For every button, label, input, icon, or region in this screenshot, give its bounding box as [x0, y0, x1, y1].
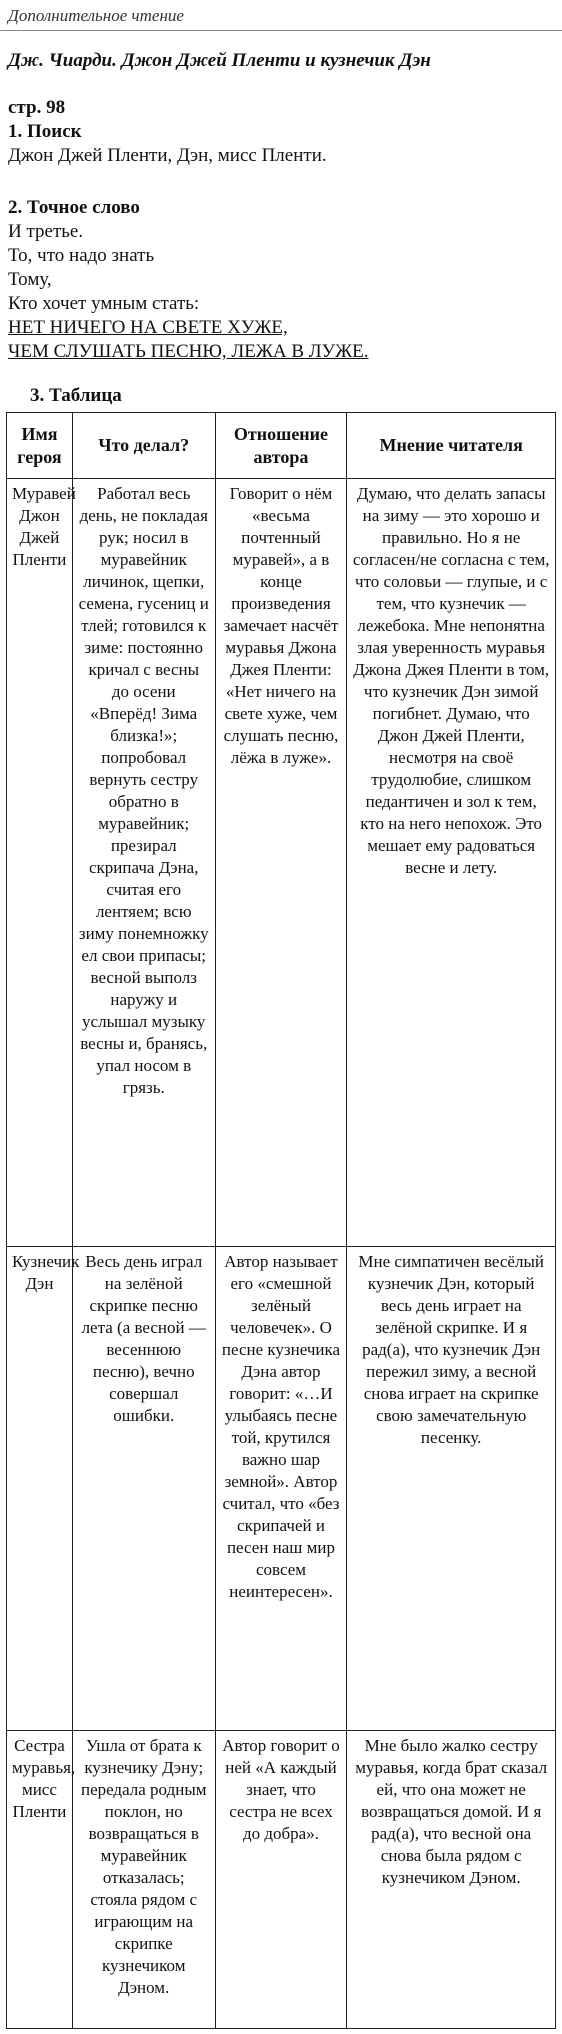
poem-line: И третье.: [8, 221, 84, 242]
cell-author: Говорит о нём «весьма почтенный муравей», а в конце произведения замечает насчёт муравья Джона Джея Пленти: «Нет ничего на свете хуже, чем слушать песню, лёжа в луже».: [215, 479, 347, 1247]
poem-line: Тому,: [8, 269, 52, 290]
cell-author: Автор говорит о ней «А каждый знает, что сестра не всех до добра».: [215, 1731, 347, 2029]
header-divider: [0, 30, 562, 31]
poem-line: Кто хочет умным стать:: [8, 293, 200, 314]
work-title: Дж. Чиарди. Джон Джей Пленти и кузнечик Дэн: [8, 50, 431, 71]
table-row: [7, 479, 556, 1247]
search-answer: Джон Джей Пленти, Дэн, мисс Пленти.: [8, 145, 327, 166]
table-row: [7, 1247, 556, 1731]
column-header-did: Что делал?: [72, 413, 215, 479]
cell-name: Кузнечик Дэн: [7, 1247, 73, 1731]
column-header-reader: Мнение читателя: [347, 413, 556, 479]
characters-table: [6, 412, 556, 2028]
cell-name: Сестра муравья, мисс Пленти: [7, 1731, 73, 2029]
cell-author: Автор называет его «смешной зелёный человечек». О песне кузнечика Дэна автор говорит: «…И улыбаясь песне той, крутился важно шар земной». Автор считал, что «без скрипачей и песен наш мир совсем неинтересен».: [215, 1247, 347, 1731]
cell-did: Работал весь день, не покладая рук; носил в муравейник личинок, щепки, семена, гусениц и тлей; готовился к зиме: постоянно кричал с весны до осени «Вперёд! Зима близка!»; попробовал вернуть сестру обратно в муравейник; презирал скрипача Дэна, считая его лентяем; всю зиму понемножку ел свои припасы; весной выполз наружу и услышал музыку весны и, бранясь, упал носом в грязь.: [72, 479, 215, 1247]
poem-line-underlined: НЕТ НИЧЕГО НА СВЕТЕ ХУЖЕ,: [8, 317, 288, 338]
search-heading: 1. Поиск: [8, 121, 82, 142]
page-reference: стр. 98: [8, 97, 66, 118]
column-header-author: Отношение автора: [215, 413, 347, 479]
cell-name: Муравей Джон Джей Пленти: [7, 479, 73, 1247]
section-header: Дополнительное чтение: [8, 6, 184, 25]
cell-did: Ушла от брата к кузнечику Дэну; передала родным поклон, но возвращаться в муравейник отказалась; стояла рядом с играющим на скрипке кузнечиком Дэном.: [72, 1731, 215, 2029]
poem-line: То, что надо знать: [8, 245, 155, 266]
poem-line-underlined: ЧЕМ СЛУШАТЬ ПЕСНЮ, ЛЕЖА В ЛУЖЕ.: [8, 341, 369, 362]
exact-word-heading: 2. Точное слово: [8, 197, 140, 218]
table-heading: 3. Таблица: [30, 385, 122, 406]
column-header-name: Имя героя: [7, 413, 73, 479]
table-header-row: [7, 413, 556, 479]
table-row: [7, 1731, 556, 2029]
poem: [8, 220, 369, 364]
cell-reader: Мне симпатичен весёлый кузнечик Дэн, который весь день играет на зелёной скрипке. И я рад(а), что кузнечик Дэн пережил зиму, а весной снова играет на скрипке свою замечательную песенку.: [347, 1247, 556, 1731]
cell-reader: Мне было жалко сестру муравья, когда брат сказал ей, что она может не возвращаться домой. И я рад(а), что весной она снова была рядом с кузнечиком Дэном.: [347, 1731, 556, 2029]
cell-did: Весь день играл на зелёной скрипке песню лета (а весной — весеннюю песню), вечно совершал ошибки.: [72, 1247, 215, 1731]
cell-reader: Думаю, что делать запасы на зиму — это хорошо и правильно. Но я не согласен/не согласна с тем, что соловьи — глупые, и с тем, что кузнечик — лежебока. Мне непонятна злая уверенность муравья Джона Джея Пленти в том, что кузнечик Дэн зимой погибнет. Думаю, что Джон Джей Пленти, несмотря на своё трудолюбие, слишком педантичен и зол к тем, кто на него непохож. Это мешает ему радоваться весне и лету.: [347, 479, 556, 1247]
